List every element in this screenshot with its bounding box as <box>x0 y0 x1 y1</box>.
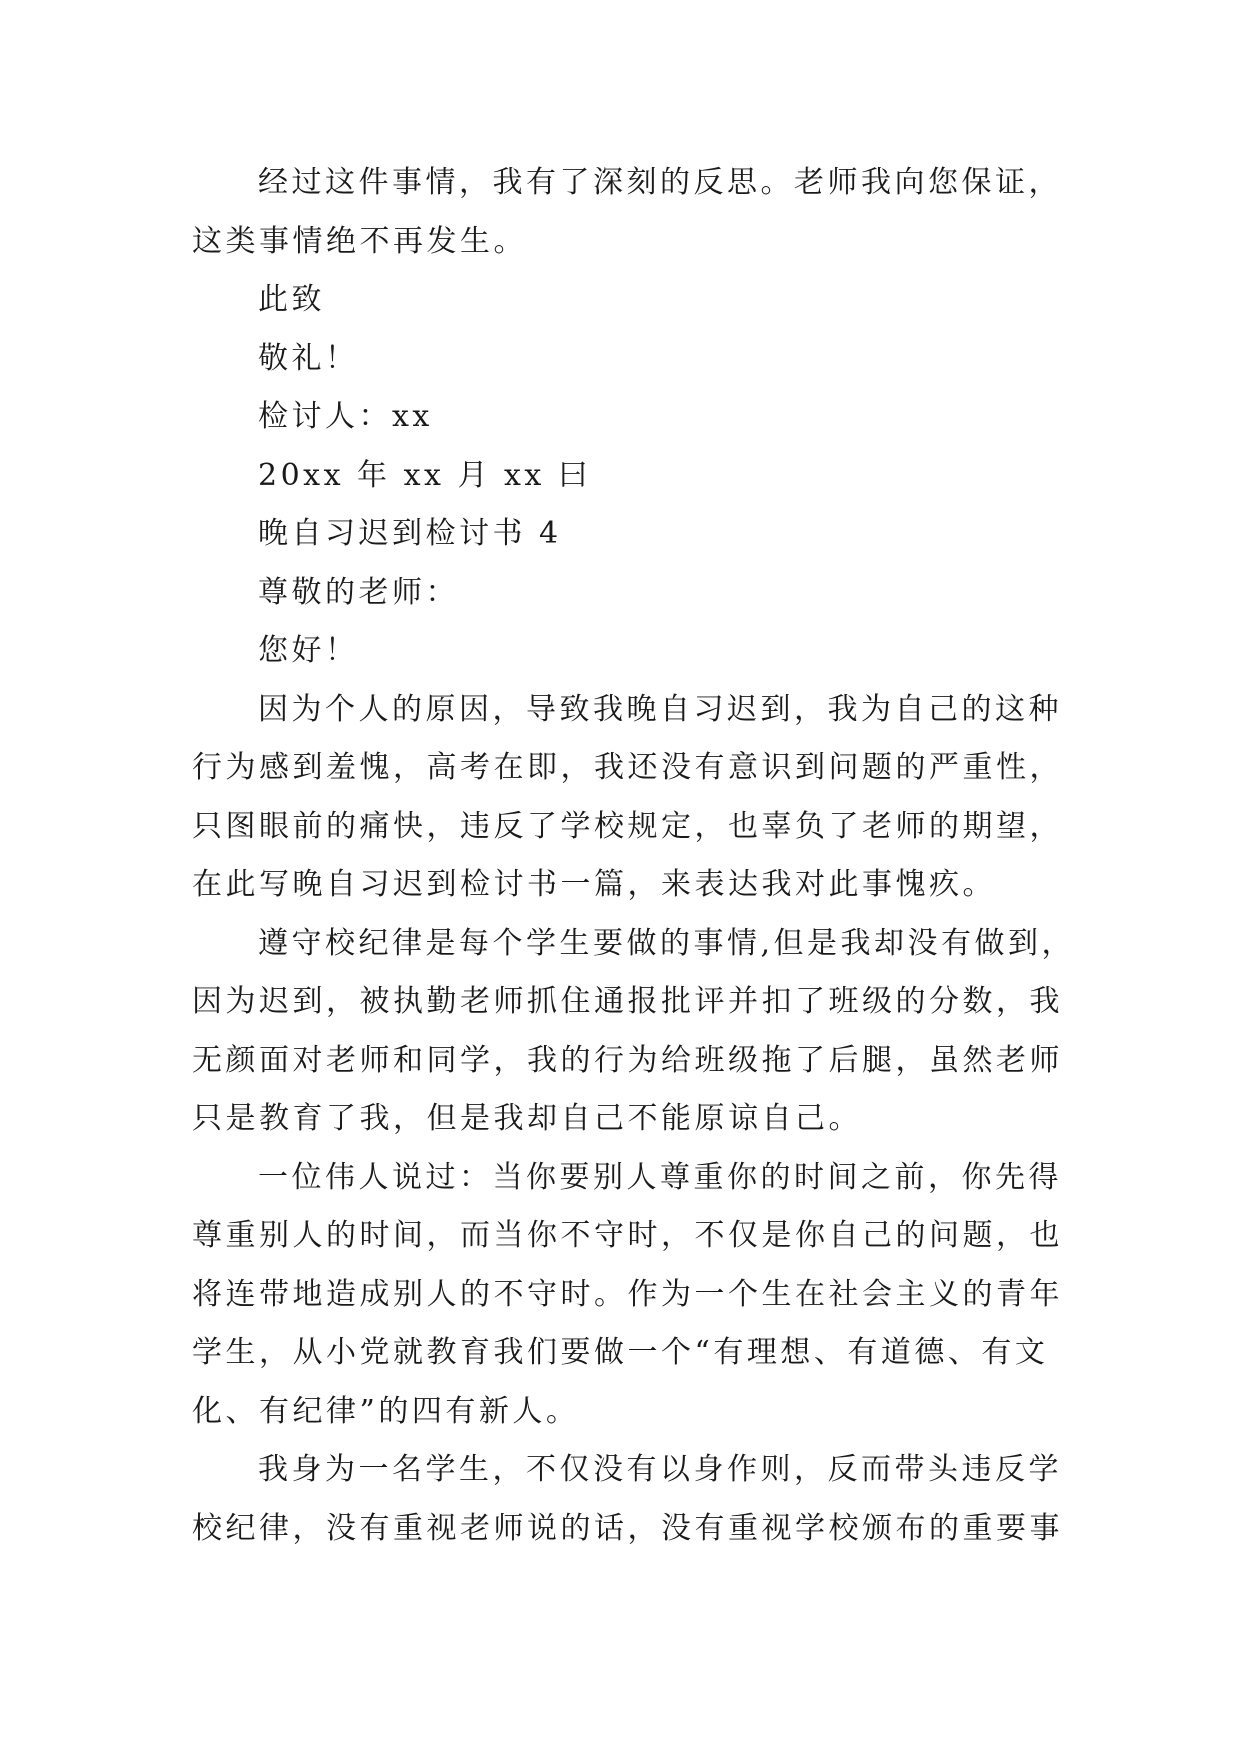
paragraph-line: 这类事情绝不再发生。 <box>192 223 527 259</box>
paragraph-line: 在此写晚自习迟到检讨书一篇，来表达我对此事愧疚。 <box>192 867 996 902</box>
greeting-line: 尊敬的老师： <box>258 574 459 610</box>
paragraph-line: 尊重别人的时间，而当你不守时，不仅是你自己的问题，也 <box>192 1218 1063 1253</box>
paragraph-line: 经过这件事情，我有了深刻的反思。老师我向您保证， <box>258 165 1062 200</box>
paragraph-line: 学生，从小党就教育我们要做一个“有理想、有道德、有文 <box>192 1335 1049 1370</box>
date-line: 20xx 年 xx 月 xx 曰 <box>258 457 592 493</box>
greeting-line: 您好！ <box>258 633 359 668</box>
paragraph-line: 化、有纪律”的四有新人。 <box>192 1393 580 1429</box>
paragraph-line: 将连带地造成别人的不守时。作为一个生在社会主义的青年 <box>192 1276 1063 1312</box>
paragraph-line: 因为个人的原因，导致我晚自习迟到，我为自己的这种 <box>258 691 1062 727</box>
closing-salutation: 敬礼！ <box>258 340 359 376</box>
paragraph-line: 只图眼前的痛快，违反了学校规定，也辜负了老师的期望， <box>192 808 1063 844</box>
paragraph-line: 只是教育了我，但是我却自己不能原谅自己。 <box>192 1101 862 1136</box>
paragraph-line: 行为感到羞愧，高考在即，我还没有意识到问题的严重性， <box>192 750 1063 785</box>
paragraph-line: 遵守校纪律是每个学生要做的事情,但是我却没有做到， <box>258 925 1076 961</box>
paragraph-line: 因为迟到，被执勤老师抓住通报批评并扣了班级的分数，我 <box>192 984 1063 1019</box>
closing-salutation: 此致 <box>258 282 325 317</box>
section-title: 晚自习迟到检讨书 4 <box>258 516 562 551</box>
paragraph-line: 无颜面对老师和同学，我的行为给班级拖了后腿，虽然老师 <box>192 1042 1063 1078</box>
document-body <box>192 154 1076 1558</box>
signature-line: 检讨人：xx <box>258 399 433 434</box>
paragraph-line: 校纪律，没有重视老师说的话，没有重视学校颁布的重要事 <box>192 1510 1063 1546</box>
paragraph-line: 一位伟人说过：当你要别人尊重你的时间之前，你先得 <box>258 1159 1062 1195</box>
paragraph-line: 我身为一名学生，不仅没有以身作则，反而带头违反学 <box>258 1452 1062 1487</box>
